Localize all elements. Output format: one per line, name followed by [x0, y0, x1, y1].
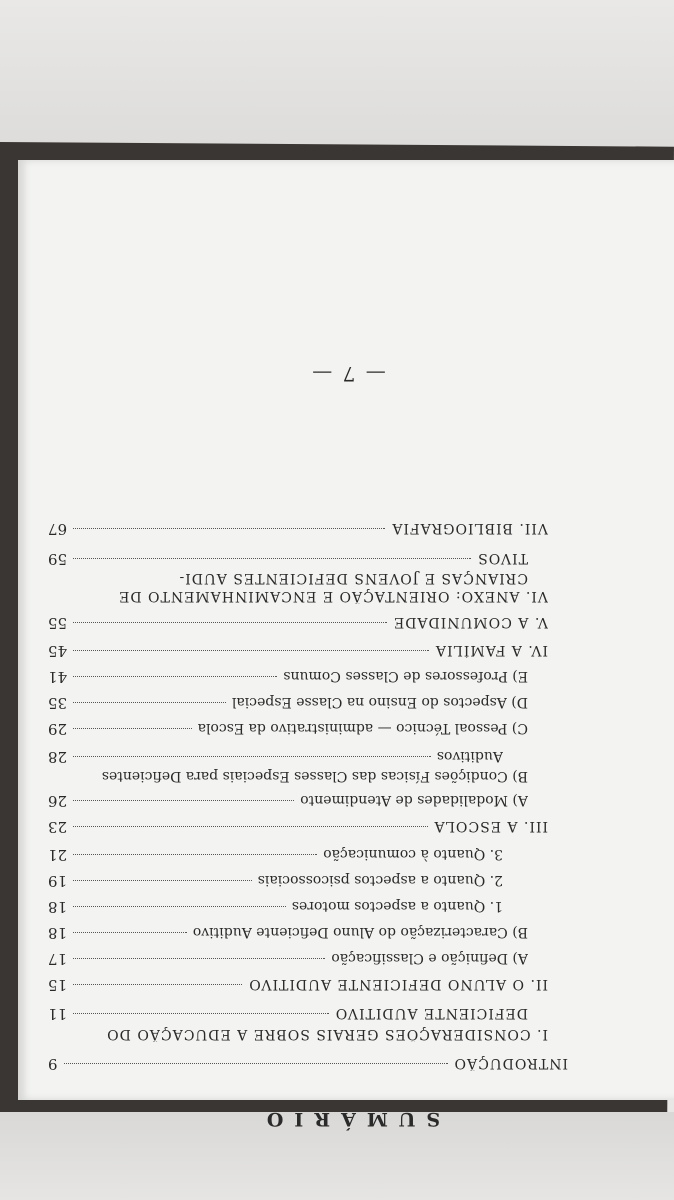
toc-entry-page: 19 [48, 872, 68, 890]
toc-entry-label: B) Caracterização do Aluno Deficiente Auditivo [192, 924, 528, 940]
leader-dots [73, 1013, 329, 1014]
toc-entry-page: 17 [48, 950, 68, 968]
leader-dots [73, 650, 429, 651]
toc-entry [48, 948, 528, 968]
toc-entry [48, 844, 503, 864]
toc-entry [48, 666, 528, 686]
toc-entry-page: 18 [48, 924, 68, 942]
toc-entry [48, 1022, 548, 1042]
toc-entry-page: 9 [48, 1055, 58, 1073]
toc-entry-page: 29 [48, 720, 68, 738]
toc-entry [48, 692, 528, 712]
toc-entry-page: 23 [48, 818, 68, 836]
page-number: — 7 — [310, 362, 386, 386]
toc-entry-label: 1. Quanto a aspectos motores [291, 898, 503, 914]
toc-entry-label: 3. Quanto à comunicação [323, 846, 503, 862]
toc-entry [48, 922, 528, 942]
page-content-upside-down [18, 160, 674, 1130]
leader-dots [73, 880, 252, 881]
toc-entry-label: A) Modalidades de Atendimento [300, 792, 528, 808]
toc-entry-label: III. A ESCOLA [433, 818, 548, 834]
toc-entry [48, 584, 548, 604]
leader-dots [73, 932, 187, 933]
leader-dots [73, 984, 242, 985]
toc-entry [48, 870, 503, 890]
toc-entry-continuation [48, 566, 528, 586]
toc-entry-continuation [48, 548, 528, 568]
toc-entry-page: 35 [48, 694, 68, 712]
toc-entry-label: Auditivos [436, 748, 503, 764]
toc-entry-label: V. A COMUNIDADE [392, 614, 548, 630]
leader-dots [73, 528, 385, 529]
toc-entry-continuation [48, 1003, 528, 1023]
toc-entry-label: B) Condições Físicas das Classes Especiais para Deficientes [101, 768, 528, 784]
table-of-contents [18, 160, 674, 1100]
leader-dots [73, 728, 192, 729]
toc-entry-page: 41 [48, 668, 68, 686]
toc-entry [48, 764, 528, 784]
contents-title: SUMÁRIO [255, 1108, 441, 1130]
toc-entry [48, 718, 528, 738]
toc-entry [48, 612, 548, 632]
toc-entry-label: I. CONSIDERAÇÕES GERAIS SOBRE A EDUCAÇÃO DO [106, 1026, 548, 1042]
leader-dots [73, 958, 325, 959]
toc-entry-label: E) Professores de Classes Comuns [283, 668, 528, 684]
toc-entry [48, 896, 503, 916]
toc-entry-label: D) Aspectos do Ensino na Classe Especial [231, 694, 528, 710]
toc-entry-page: 21 [48, 846, 68, 864]
toc-entry-label: INTRODUÇÃO [453, 1055, 568, 1071]
toc-entry [48, 790, 528, 810]
book-page [18, 160, 674, 1130]
leader-dots [64, 1063, 448, 1064]
toc-entry [48, 1053, 568, 1073]
leader-dots [73, 826, 427, 827]
toc-entry-label: DEFICIENTE AUDITIVO [334, 1005, 528, 1021]
leader-dots [73, 676, 277, 677]
toc-entry-page: 15 [48, 976, 68, 994]
leader-dots [73, 756, 431, 757]
toc-entry-label: 2. Quanto a aspectos psicossociais [257, 872, 503, 888]
toc-entry-label: CRIANÇAS E JOVENS DEFICIENTES AUDI- [178, 570, 528, 586]
toc-entry-page: 18 [48, 898, 68, 916]
leader-dots [73, 622, 387, 623]
toc-entry-label: VI. ANEXO: ORIENTAÇÃO E ENCAMINHAMENTO DE [118, 588, 548, 604]
toc-entry [48, 640, 548, 660]
toc-entry-continuation [48, 746, 503, 766]
toc-entry-label: VII. BIBLIOGRAFIA [391, 520, 548, 536]
toc-entry-label: IV. A FAMÍLIA [434, 642, 548, 658]
toc-entry-page: 67 [48, 520, 68, 538]
toc-entry-page: 59 [48, 550, 68, 568]
leader-dots [73, 854, 317, 855]
leader-dots [73, 558, 471, 559]
leader-dots [73, 800, 294, 801]
toc-entry-page: 11 [48, 1005, 68, 1023]
toc-entry [48, 816, 548, 836]
toc-entry-page: 28 [48, 748, 68, 766]
toc-entry-label: TIVOS [477, 550, 528, 566]
toc-entry-label: C) Pessoal Técnico — administrativo da Escola [197, 720, 528, 736]
toc-entry-label: II. O ALUNO DEFICIENTE AUDITIVO [248, 976, 548, 992]
toc-entry-page: 26 [48, 792, 68, 810]
toc-entry-page: 55 [48, 614, 68, 632]
toc-entry-page: 45 [48, 642, 68, 660]
leader-dots [73, 702, 226, 703]
toc-entry-label: A) Definição e Classificação [331, 950, 528, 966]
leader-dots [73, 906, 286, 907]
table-surface-top [0, 0, 674, 160]
toc-entry [48, 974, 548, 994]
toc-entry [48, 518, 548, 538]
